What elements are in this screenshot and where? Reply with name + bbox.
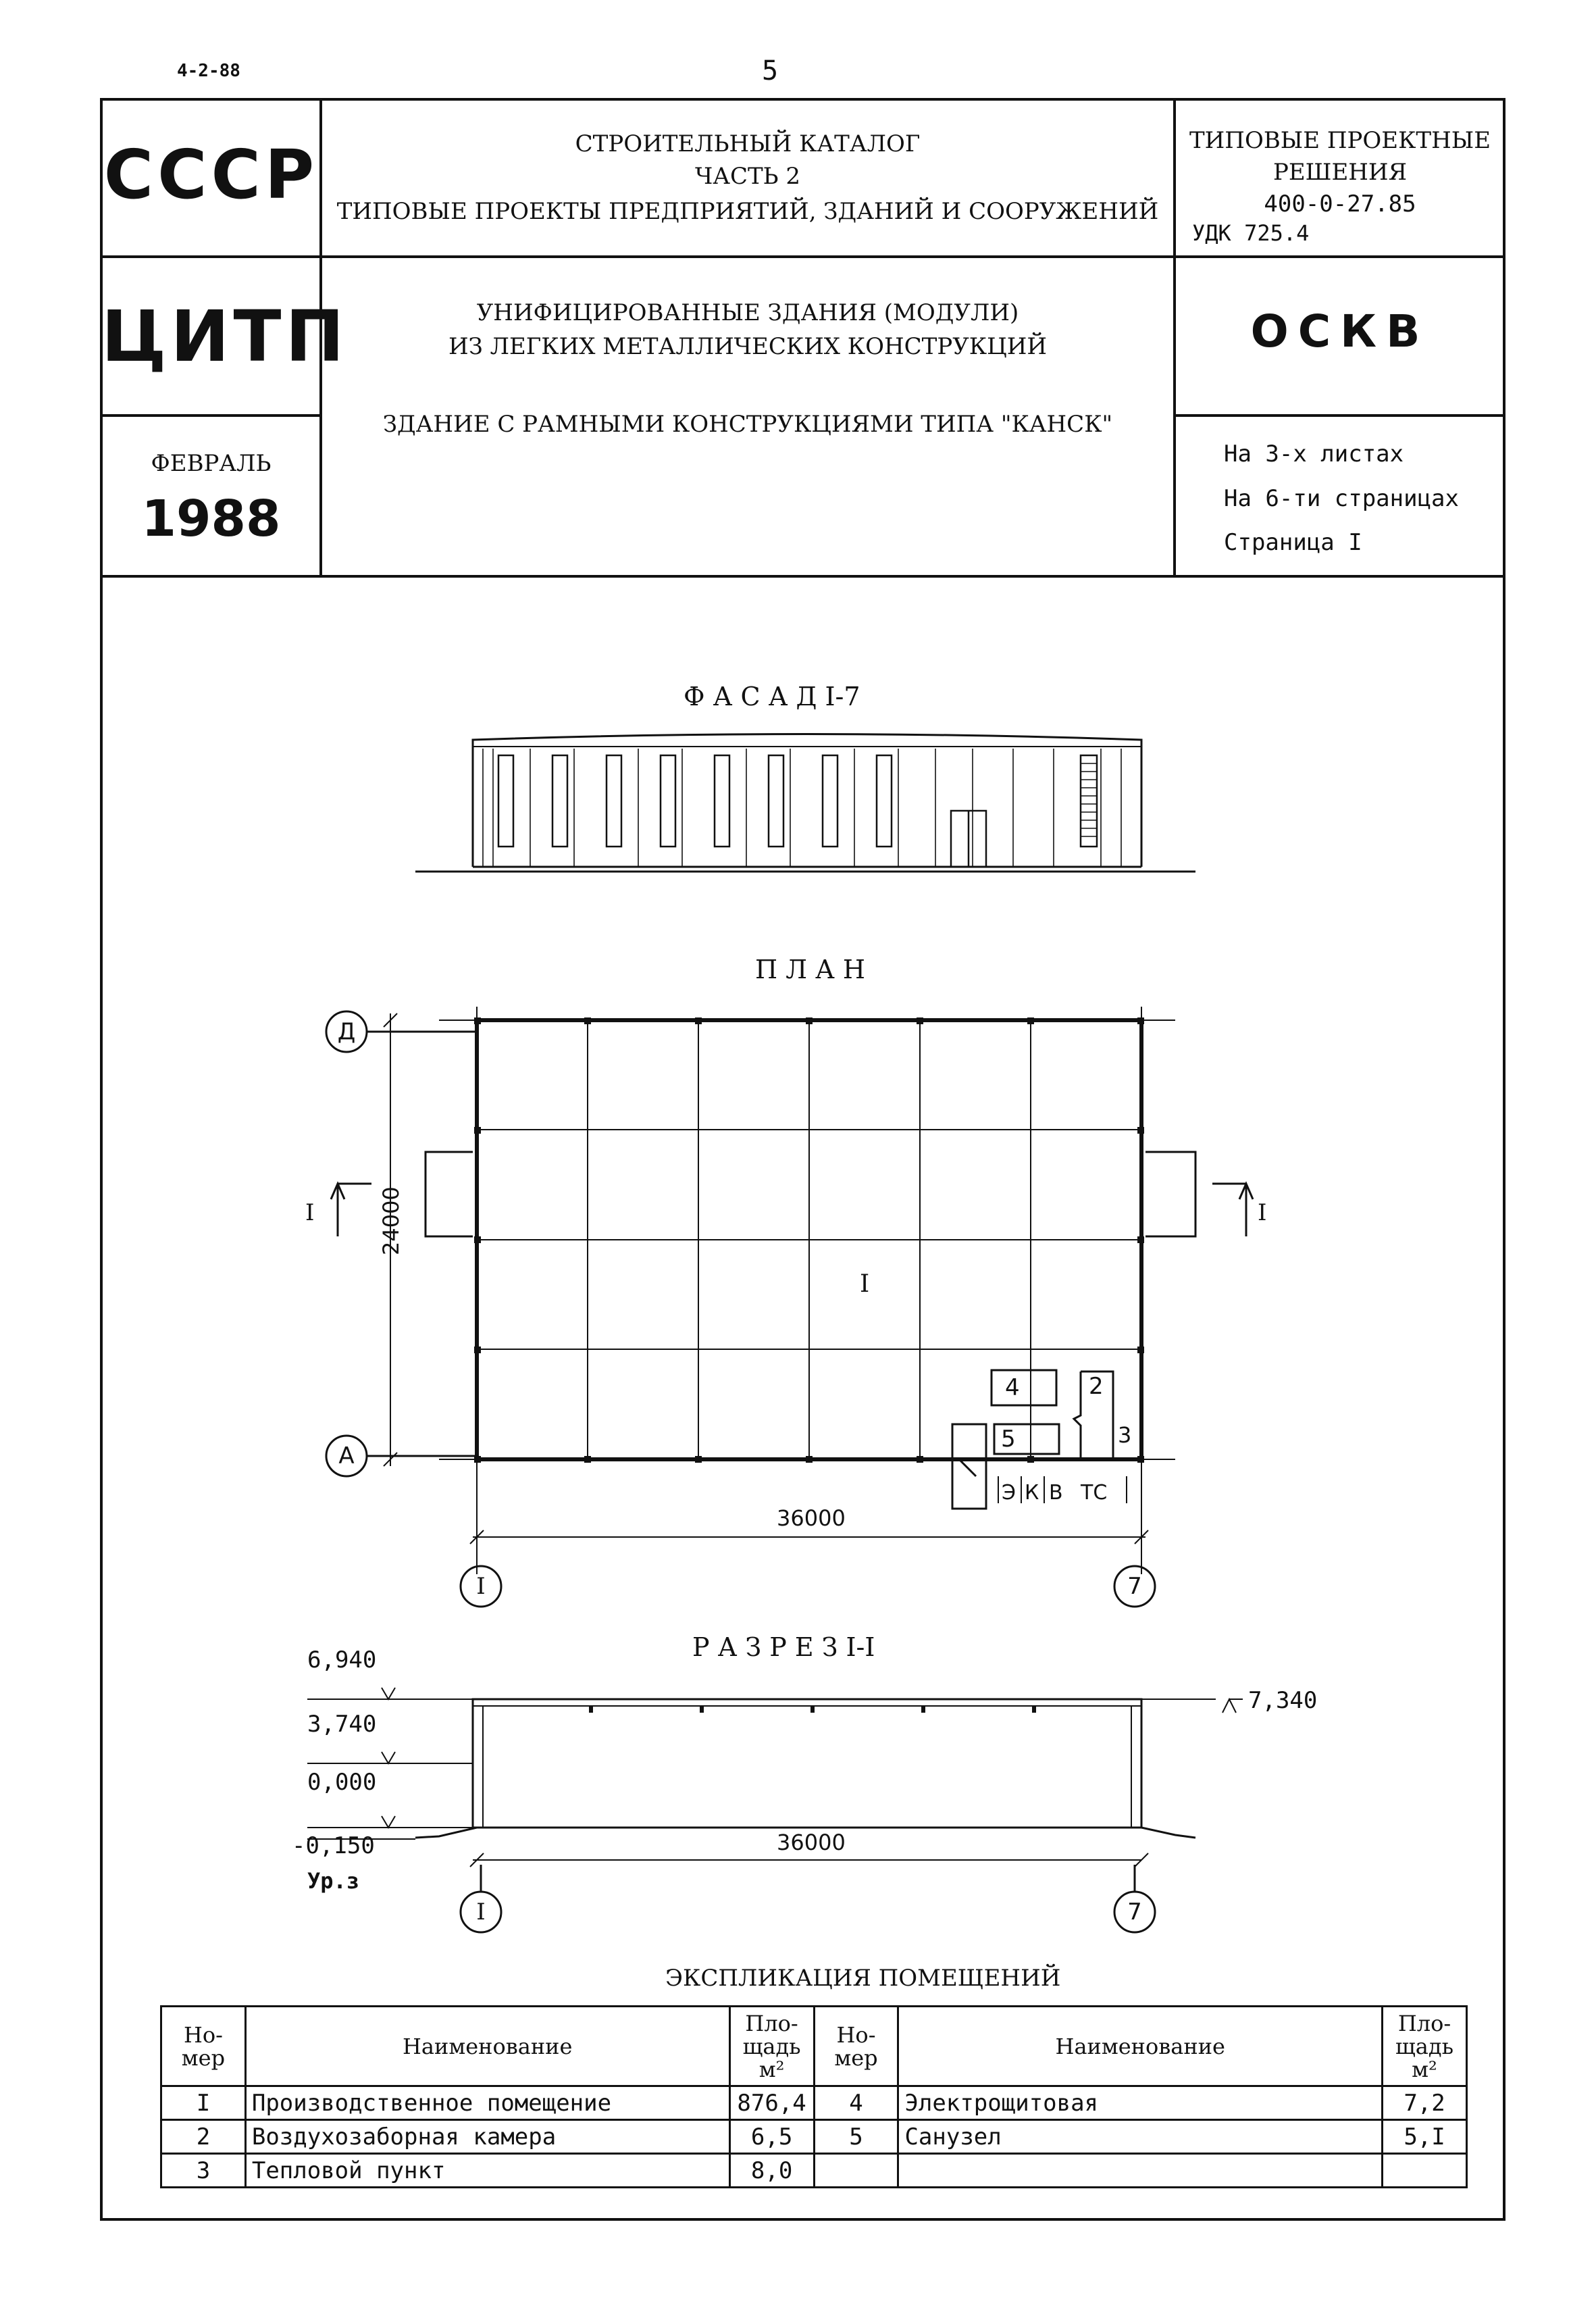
cell-name: Воздухозаборная камера (245, 2120, 729, 2154)
udk-label: УДК 725.4 (1192, 220, 1310, 246)
table-row (161, 2154, 1467, 2188)
cell-name (898, 2154, 1383, 2188)
room-label-1: I (860, 1270, 870, 1298)
table-header-row (161, 2007, 1467, 2086)
ground-label: Ур.з (307, 1868, 360, 1894)
col-header-area-2: Пло- щадь м² (1383, 2007, 1467, 2086)
doc-code: 4-2-88 (177, 61, 240, 81)
cell-area (1383, 2154, 1467, 2188)
entry-marker-ts: ТС (1081, 1481, 1108, 1505)
cut-label-right: I (1258, 1199, 1267, 1226)
cell-name: Санузел (898, 2120, 1383, 2154)
room-label-2: 2 (1089, 1373, 1104, 1400)
title-line-1: УНИФИЦИРОВАННЫЕ ЗДАНИЯ (МОДУЛИ) (476, 299, 1019, 326)
series-code: ОСКВ (1250, 305, 1430, 357)
level-mid: 3,740 (307, 1711, 377, 1738)
country-label: СССР (103, 135, 319, 214)
cell-name: Тепловой пункт (245, 2154, 729, 2188)
plan-dim-width: 36000 (777, 1505, 846, 1531)
table-row (161, 2086, 1467, 2120)
table-row (161, 2120, 1467, 2154)
explication-table (160, 2005, 1468, 2188)
catalog-line-2: ЧАСТЬ 2 (694, 163, 801, 190)
facade-title: Ф А С А Д I-7 (684, 682, 860, 711)
title-line-3: ЗДАНИЕ С РАМНЫМИ КОНСТРУКЦИЯМИ ТИПА "КАНСК" (382, 411, 1113, 438)
org-label: ЦИТП (101, 295, 349, 378)
cell-name: Электрощитовая (898, 2086, 1383, 2120)
axis-label-a: А (338, 1442, 355, 1469)
cell-area: 876,4 (729, 2086, 814, 2120)
facade-drawing (415, 734, 1195, 872)
level-ground: -0,150 (292, 1832, 375, 1859)
cell-name: Производственное помещение (245, 2086, 729, 2120)
entry-marker-e: Э (1002, 1481, 1016, 1505)
cut-label-left: I (305, 1199, 315, 1226)
date-year: 1988 (141, 490, 281, 548)
cell-number: 3 (161, 2154, 246, 2188)
explication-title: ЭКСПЛИКАЦИЯ ПОМЕЩЕНИЙ (665, 1965, 1061, 1992)
sheets-count: На 3-х листах (1224, 441, 1404, 468)
level-zero: 0,000 (307, 1769, 377, 1796)
entry-marker-v: В (1049, 1481, 1063, 1505)
cell-number: 5 (814, 2120, 898, 2154)
axis-label-d: Д (337, 1018, 356, 1045)
cell-number: 4 (814, 2086, 898, 2120)
cell-number (814, 2154, 898, 2188)
section-drawing (307, 1688, 1243, 1932)
level-top: 6,940 (307, 1646, 377, 1674)
project-number: 400-0-27.85 (1264, 191, 1416, 218)
room-label-3: 3 (1118, 1422, 1132, 1448)
date-month: ФЕВРАЛЬ (151, 450, 272, 477)
col-header-name: Наименование (245, 2007, 729, 2086)
catalog-line-3: ТИПОВЫЕ ПРОЕКТЫ ПРЕДПРИЯТИЙ, ЗДАНИЙ И СООРУЖЕНИЙ (336, 198, 1159, 225)
cell-area: 8,0 (729, 2154, 814, 2188)
section-title: Р А З Р Е З I-I (692, 1632, 875, 1662)
page-label: Страница I (1224, 529, 1362, 556)
cell-area: 5,I (1383, 2120, 1467, 2154)
col-header-name-2: Наименование (898, 2007, 1383, 2086)
title-line-2: ИЗ ЛЕГКИХ МЕТАЛЛИЧЕСКИХ КОНСТРУКЦИЙ (448, 333, 1048, 360)
cell-number: I (161, 2086, 246, 2120)
right-line-2: РЕШЕНИЯ (1272, 159, 1408, 186)
level-ridge: 7,340 (1248, 1687, 1318, 1714)
section-dim-width: 36000 (777, 1830, 846, 1855)
cell-area: 6,5 (729, 2120, 814, 2154)
right-line-1: ТИПОВЫЕ ПРОЕКТНЫЕ (1189, 127, 1491, 154)
col-header-area: Пло- щадь м² (729, 2007, 814, 2086)
page-number: 5 (762, 55, 779, 86)
pages-count: На 6-ти страницах (1224, 485, 1459, 512)
plan-title: П Л А Н (755, 955, 866, 984)
entry-marker-k: К (1025, 1481, 1039, 1505)
col-header-number: Но- мер (161, 2007, 246, 2086)
plan-dim-height: 24000 (378, 1186, 404, 1255)
catalog-line-1: СТРОИТЕЛЬНЫЙ КАТАЛОГ (575, 130, 921, 157)
axis-label-7-section: 7 (1127, 1898, 1142, 1926)
axis-label-1-plan: I (476, 1573, 486, 1600)
axis-label-1-section: I (476, 1898, 486, 1926)
cell-area: 7,2 (1383, 2086, 1467, 2120)
axis-label-7-plan: 7 (1127, 1573, 1142, 1600)
room-label-5: 5 (1001, 1426, 1016, 1453)
col-header-number-2: Но- мер (814, 2007, 898, 2086)
cell-number: 2 (161, 2120, 246, 2154)
room-label-4: 4 (1005, 1374, 1020, 1401)
